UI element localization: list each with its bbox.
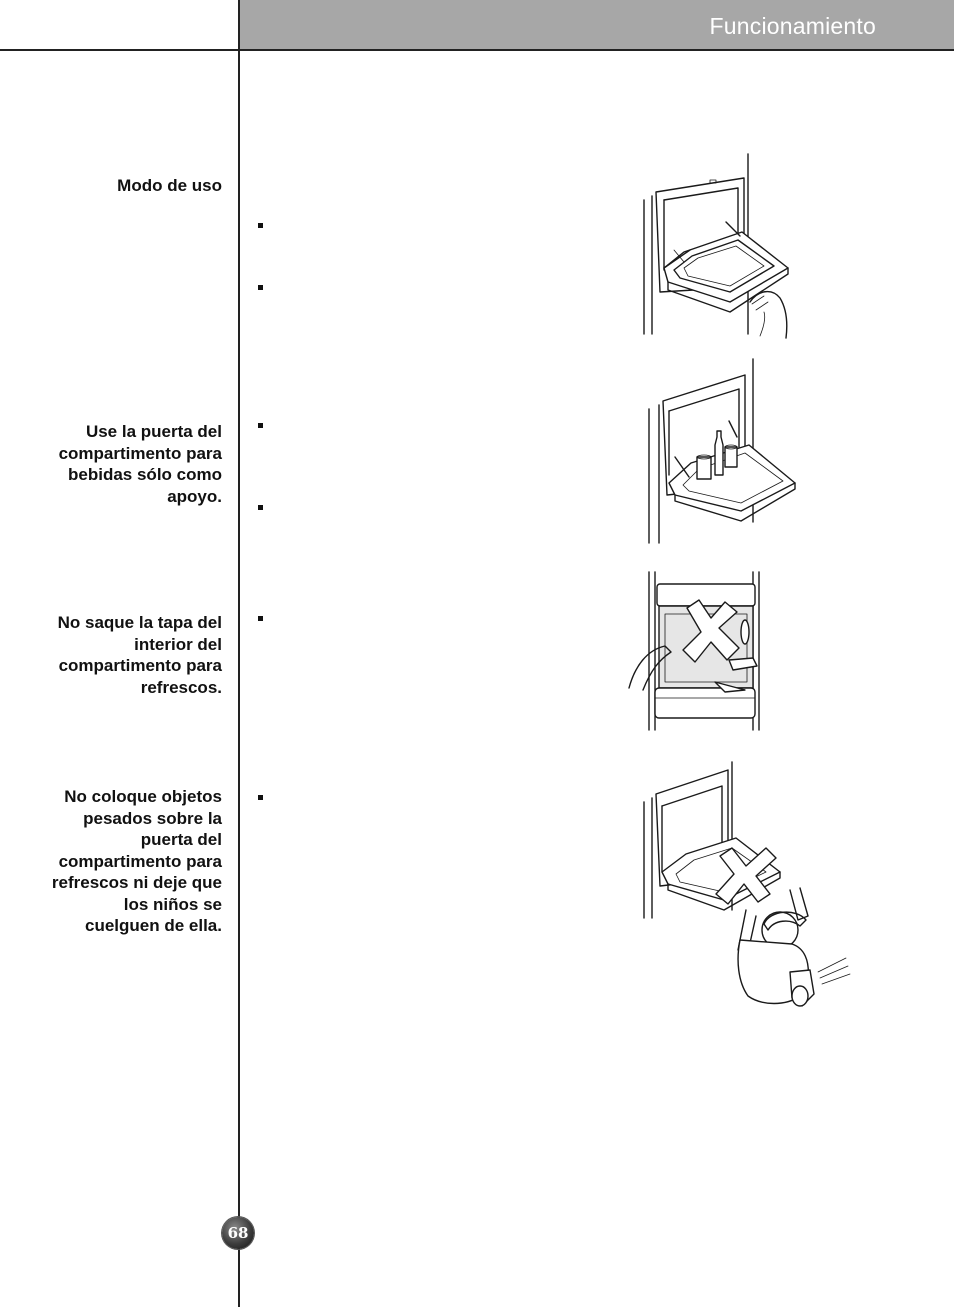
section-heading-usage: Modo de uso [117, 176, 222, 195]
header-band [239, 0, 954, 50]
section-heading-weight: No coloque objetos pesados sobre la puerta del compartimento para refrescos ni deje que los niños se cuelguen de ella. [51, 787, 222, 935]
section-heading-support: Use la puerta del compartimento para bebidas sólo como apoyo. [58, 422, 222, 506]
bullet-marker [258, 505, 263, 510]
page-title: Funcionamiento [709, 13, 876, 39]
remove-cover-prohibited-icon [625, 570, 770, 735]
child-hanging-prohibited-icon [640, 760, 855, 1015]
bullet-marker [258, 223, 263, 228]
door-with-drinks-icon [645, 357, 805, 547]
bullet-marker [258, 285, 263, 290]
bullet-marker [258, 795, 263, 800]
bullet-marker [258, 423, 263, 428]
page-number-badge: 68 [222, 1217, 254, 1249]
column-divider [238, 0, 240, 1307]
section-heading-cover: No saque la tapa del interior del compartimento para refrescos. [57, 613, 222, 697]
header-divider [0, 49, 954, 51]
bullet-marker [258, 616, 263, 621]
door-open-hand-icon [640, 152, 800, 342]
